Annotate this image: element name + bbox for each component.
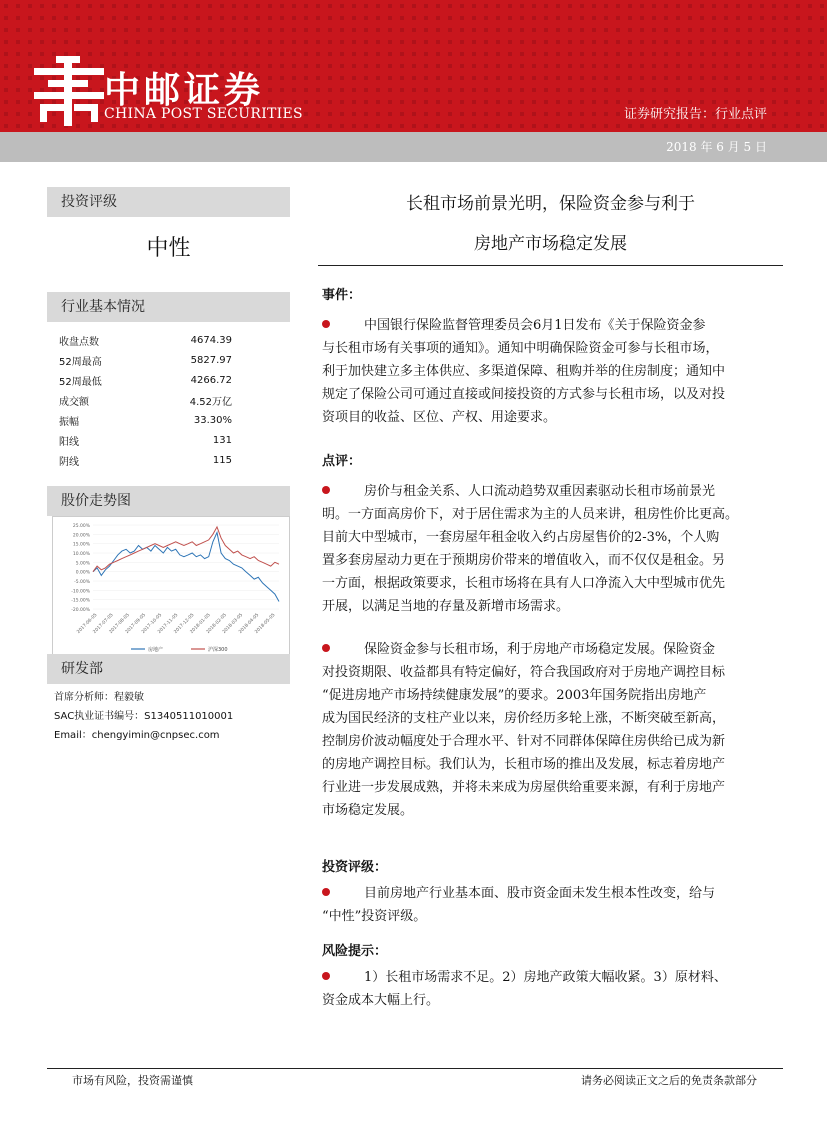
title-divider [318, 265, 783, 266]
author-info [54, 688, 233, 745]
comment-line: 的房地产调控目标。我们认为，长租市场的推出及发展，标志着房地产 [322, 757, 726, 772]
y-tick-label: -15.00% [71, 598, 90, 604]
chart-label: 股价走势图 [47, 486, 290, 516]
comment-paragraph-2 [322, 638, 770, 822]
risk-line: 1）长租市场需求不足。2）房地产政策大幅收紧。3）原材料、 [364, 970, 727, 985]
stats-row [47, 430, 290, 450]
y-tick-label: 20.00% [72, 533, 90, 539]
stat-label: 振幅 [59, 416, 79, 428]
comment-line: 置多套房屋动力更在于预期房价带来的增值收入，而不仅仅是租金。另 [322, 553, 726, 568]
event-line: 与长租市场有关事项的通知》。通知中明确保险资金可参与长租市场， [322, 341, 719, 356]
stat-value: 131 [212, 434, 232, 446]
x-tick-label: 2017-10-05 [141, 612, 164, 635]
date-bar [0, 132, 827, 162]
x-tick-label: 2017-11-05 [157, 612, 180, 635]
comment-line: 目前大中型城市，一套房屋年租金收入约占房屋售价的2-3%，个人购 [322, 530, 720, 545]
comment-line: 行业进一步发展成熟，并将未来成为房屋供给重要来源，有利于房地产 [322, 780, 726, 795]
x-tick-label: 2017-08-05 [108, 612, 131, 635]
y-tick-label: 10.00% [72, 552, 90, 557]
stat-value: 5827.97 [190, 354, 232, 366]
series-line [93, 527, 279, 572]
x-tick-label: 2017-07-05 [92, 612, 115, 635]
legend-label: 房地产 [148, 647, 164, 653]
x-tick-label: 2018-05-05 [254, 612, 277, 635]
author-certificate: SAC执业证书编号：S1340511010001 [54, 711, 234, 722]
y-tick-label: -5.00% [74, 580, 90, 585]
dept-label: 研发部 [47, 654, 290, 684]
stat-label: 阴线 [59, 456, 79, 468]
comment-line: 明。一方面高房价下，对于居住需求为主的人员来讲，租房性价比更高。 [322, 507, 739, 522]
stat-value: 115 [212, 454, 232, 466]
comment-line: 市场稳定发展。 [322, 803, 414, 818]
report-title-line1: 长租市场前景光明，保险资金参与利于 [406, 194, 695, 214]
footer-disclaimer-right: 请务必阅读正文之后的免责条款部分 [581, 1074, 757, 1087]
stat-value: 4266.72 [190, 374, 232, 386]
x-tick-label: 2017-06-05 [76, 612, 99, 635]
logo-chinese: 中邮证券 [104, 69, 265, 111]
event-heading: 事件： [322, 288, 362, 303]
event-paragraph [322, 314, 770, 429]
report-date: 2018 年 6 月 5 日 [666, 140, 767, 154]
stats-row [47, 370, 290, 390]
risk-paragraph [322, 966, 770, 1012]
report-title-line2: 房地产市场稳定发展 [474, 234, 627, 254]
footer-disclaimer-left: 市场有风险，投资需谨慎 [72, 1074, 193, 1087]
event-line: 规定了保险公司可通过直接或间接投资的方式参与长租市场，以及对投 [322, 387, 726, 402]
basics-panel [47, 292, 290, 470]
y-tick-label: -10.00% [71, 589, 90, 595]
logo-icon [34, 56, 104, 126]
basics-label: 行业基本情况 [47, 292, 290, 322]
x-tick-label: 2017-12-05 [173, 612, 196, 635]
rating-value: 中性 [146, 236, 191, 261]
event-line: 利于加快建立多主体供应、多渠道保障、租购并举的住房制度；通知中 [322, 364, 726, 379]
stat-label: 52周最低 [59, 376, 102, 388]
stats-row [47, 330, 290, 350]
rating-label: 投资评级 [47, 187, 290, 217]
comment-line: 控制房价波动幅度处于合理水平、针对不同群体保障住房供给已成为新 [322, 734, 726, 749]
stats-row [47, 350, 290, 370]
series-line [93, 533, 279, 602]
rating-paragraph [322, 882, 770, 928]
bullet-icon [322, 972, 330, 980]
comment-line: 成为国民经济的支柱产业以来，房价经历多轮上涨，不断突破至新高， [322, 711, 726, 726]
rating-heading: 投资评级： [322, 860, 388, 875]
dept-panel [47, 654, 290, 684]
author-name: 首席分析师：程毅敏 [54, 692, 144, 703]
comment-line: “促进房地产市场持续健康发展”的要求。2003年国务院指出房地产 [322, 688, 707, 703]
stat-value: 4.52万亿 [189, 396, 232, 408]
comment-heading: 点评： [322, 454, 362, 469]
stats-row [47, 450, 290, 470]
bullet-icon [322, 888, 330, 896]
comment-line: 房价与租金关系、人口流动趋势双重因素驱动长租市场前景光 [364, 484, 716, 499]
stock-chart-svg [53, 517, 289, 657]
legend-label: 沪深300 [208, 647, 228, 653]
stats-table [47, 330, 290, 470]
risk-heading: 风险提示： [322, 944, 388, 959]
event-line: 中国银行保险监督管理委员会6月1日发布《关于保险资金参 [364, 318, 706, 333]
comment-line: 对投资期限、收益都具有特定偏好，符合我国政府对于房地产调控目标 [322, 665, 726, 680]
comment-line: 开展，以满足当地的存量及新增市场需求。 [322, 599, 570, 614]
author-email: Email：chengyimin@cnpsec.com [54, 730, 220, 741]
y-tick-label: 15.00% [72, 542, 90, 548]
report-type: 证券研究报告：行业点评 [623, 107, 767, 122]
x-tick-label: 2018-04-05 [238, 612, 261, 635]
stat-label: 阳线 [59, 436, 79, 448]
stat-label: 成交额 [59, 396, 89, 408]
stat-label: 收盘点数 [59, 336, 99, 348]
rating-line: “中性”投资评级。 [322, 909, 427, 924]
comment-paragraph-1 [322, 480, 770, 618]
y-tick-label: 0.00% [75, 570, 90, 576]
stat-value: 33.30% [193, 414, 232, 426]
header-banner [0, 0, 827, 132]
comment-line: 一方面，根据政策要求，长租市场将在具有人口净流入大中型城市优先 [322, 576, 726, 591]
rating-line: 目前房地产行业基本面、股市资金面未发生根本性改变，给与 [364, 886, 716, 901]
bullet-icon [322, 644, 330, 652]
stats-row [47, 390, 290, 410]
bullet-icon [322, 320, 330, 328]
logo-english: CHINA POST SECURITIES [104, 106, 303, 122]
chart-panel [47, 486, 290, 516]
x-tick-label: 2018-01-05 [189, 612, 212, 635]
event-line: 资项目的收益、区位、产权、用途要求。 [322, 410, 557, 425]
comment-line: 保险资金参与长租市场，利于房地产市场稳定发展。保险资金 [364, 642, 716, 657]
y-tick-label: 5.00% [75, 561, 90, 567]
bullet-icon [322, 486, 330, 494]
x-tick-label: 2018-02-05 [205, 612, 228, 635]
risk-line: 资金成本大幅上行。 [322, 993, 440, 1008]
y-tick-label: -20.00% [71, 608, 90, 613]
x-tick-label: 2018-03-05 [222, 612, 245, 635]
y-tick-label: 25.00% [72, 524, 90, 529]
footer-divider [47, 1068, 783, 1069]
stat-value: 4674.39 [190, 334, 232, 346]
x-tick-label: 2017-09-05 [124, 612, 147, 635]
stat-label: 52周最高 [59, 356, 102, 368]
stats-row [47, 410, 290, 430]
stock-chart [52, 516, 290, 658]
rating-panel [47, 187, 290, 262]
